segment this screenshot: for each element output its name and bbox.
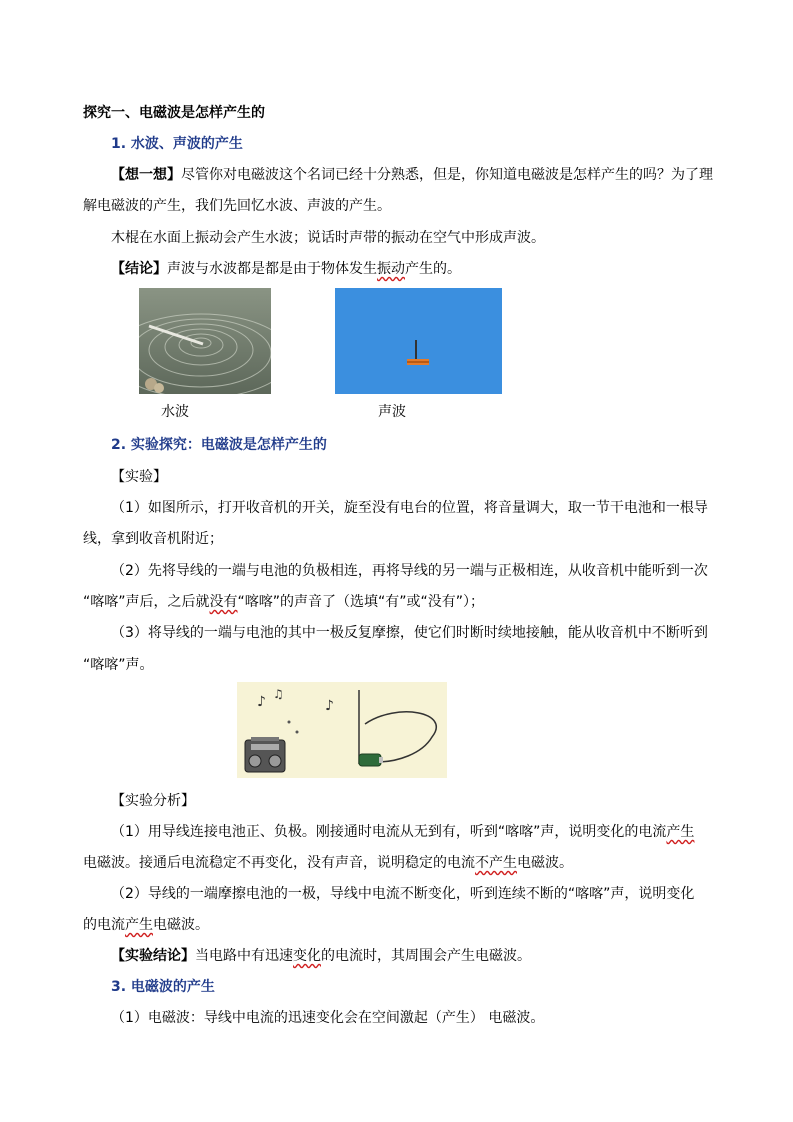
analysis1-keyword: 产生	[666, 824, 695, 840]
conclusion-paragraph	[111, 259, 461, 279]
svg-text:♪: ♪	[257, 694, 266, 710]
experiment-conclusion	[111, 946, 531, 966]
conclusion-keyword: 振动	[377, 261, 405, 277]
analysis1-line1	[111, 822, 694, 842]
analysis1-line1-pre: （1）用导线连接电池正、负极。刚接通时电流从无到有，听到“喀喀”声，说明变化的电流	[111, 824, 667, 840]
water-wave-image	[139, 288, 271, 394]
water-sound-sentence: 木棍在水面上振动会产生水波；说话时声带的振动在空气中形成声波。	[111, 230, 545, 246]
exp2-line1: （2）先将导线的一端与电池的负极相连，再将导线的另一端与正极相连，从收音机中能听到一次	[111, 563, 708, 579]
analysis-tag: 【实验分析】	[111, 793, 195, 809]
analysis1-line2-pre: 电磁波。接通后电流稳定不再变化，没有声音，说明稳定的电流	[83, 855, 475, 871]
svg-text:♫: ♫	[273, 687, 284, 701]
exp2-line2	[83, 592, 484, 612]
sound-wave-image	[335, 288, 502, 394]
analysis2-keyword: 产生	[125, 917, 153, 933]
think-paragraph-line2: 解电磁波的产生，我们先回忆水波、声波的产生。	[83, 198, 391, 214]
analysis1-line2-post: 电磁波。	[517, 855, 573, 871]
experiment-conclusion-tag: 【实验结论】	[111, 948, 195, 964]
analysis2-line1: （2）导线的一端摩擦电池的一极，导线中电流不断变化，听到连续不断的“喀喀”声，说明变化	[111, 886, 695, 902]
exp3-line1: （3）将导线的一端与电池的其中一极反复摩擦，使它们时断时续地接触，能从收音机中不断听到	[111, 625, 708, 641]
svg-text:♪: ♪	[325, 698, 334, 714]
analysis1-keyword2: 不产生	[475, 855, 517, 871]
heading-3: 3. 电磁波的产生	[111, 979, 215, 995]
think-tag: 【想一想】	[111, 167, 181, 183]
analysis2-line2-pre: 的电流	[83, 917, 125, 933]
analysis1-line2	[83, 853, 573, 873]
experiment-conclusion-pre: 当电路中有迅速	[195, 948, 293, 964]
heading-2: 2. 实验探究：电磁波是怎样产生的	[111, 437, 327, 453]
exp3-line2: “喀喀”声。	[83, 657, 154, 673]
conclusion-pre: 声波与水波都是都是由于物体发生	[167, 261, 377, 277]
exp2-line2-pre: “喀喀”声后，之后就	[83, 594, 210, 610]
experiment-tag: 【实验】	[111, 469, 167, 485]
experiment-conclusion-post: 的电流时，其周围会产生电磁波。	[321, 948, 531, 964]
final-definition: （1）电磁波：导线中电流的迅速变化会在空间激起（产生） 电磁波。	[111, 1010, 545, 1026]
exp2-line2-post: “喀喀”的声音了（选填“有”或“没有”）；	[237, 594, 485, 610]
conclusion-tag: 【结论】	[111, 261, 167, 277]
exp1-line2: 线，拿到收音机附近；	[83, 531, 223, 547]
exp2-answer: 没有	[209, 594, 238, 610]
section-title: 探究一、电磁波是怎样产生的	[83, 105, 265, 121]
think-text: 尽管你对电磁波这个名词已经十分熟悉，但是，你知道电磁波是怎样产生的吗？为了理	[181, 167, 713, 183]
radio-battery-illustration	[237, 682, 447, 778]
experiment-conclusion-keyword: 变化	[293, 948, 321, 964]
heading-1: 1. 水波、声波的产生	[111, 136, 243, 152]
conclusion-post: 产生的。	[405, 261, 461, 277]
analysis2-line2-post: 电磁波。	[153, 917, 209, 933]
exp1-line1: （1）如图所示，打开收音机的开关，旋至没有电台的位置，将音量调大，取一节干电池和一根导	[111, 500, 708, 516]
caption-water-wave: 水波	[161, 404, 189, 420]
think-paragraph-line1	[111, 165, 713, 185]
analysis2-line2	[83, 915, 209, 935]
caption-sound-wave: 声波	[378, 404, 406, 420]
